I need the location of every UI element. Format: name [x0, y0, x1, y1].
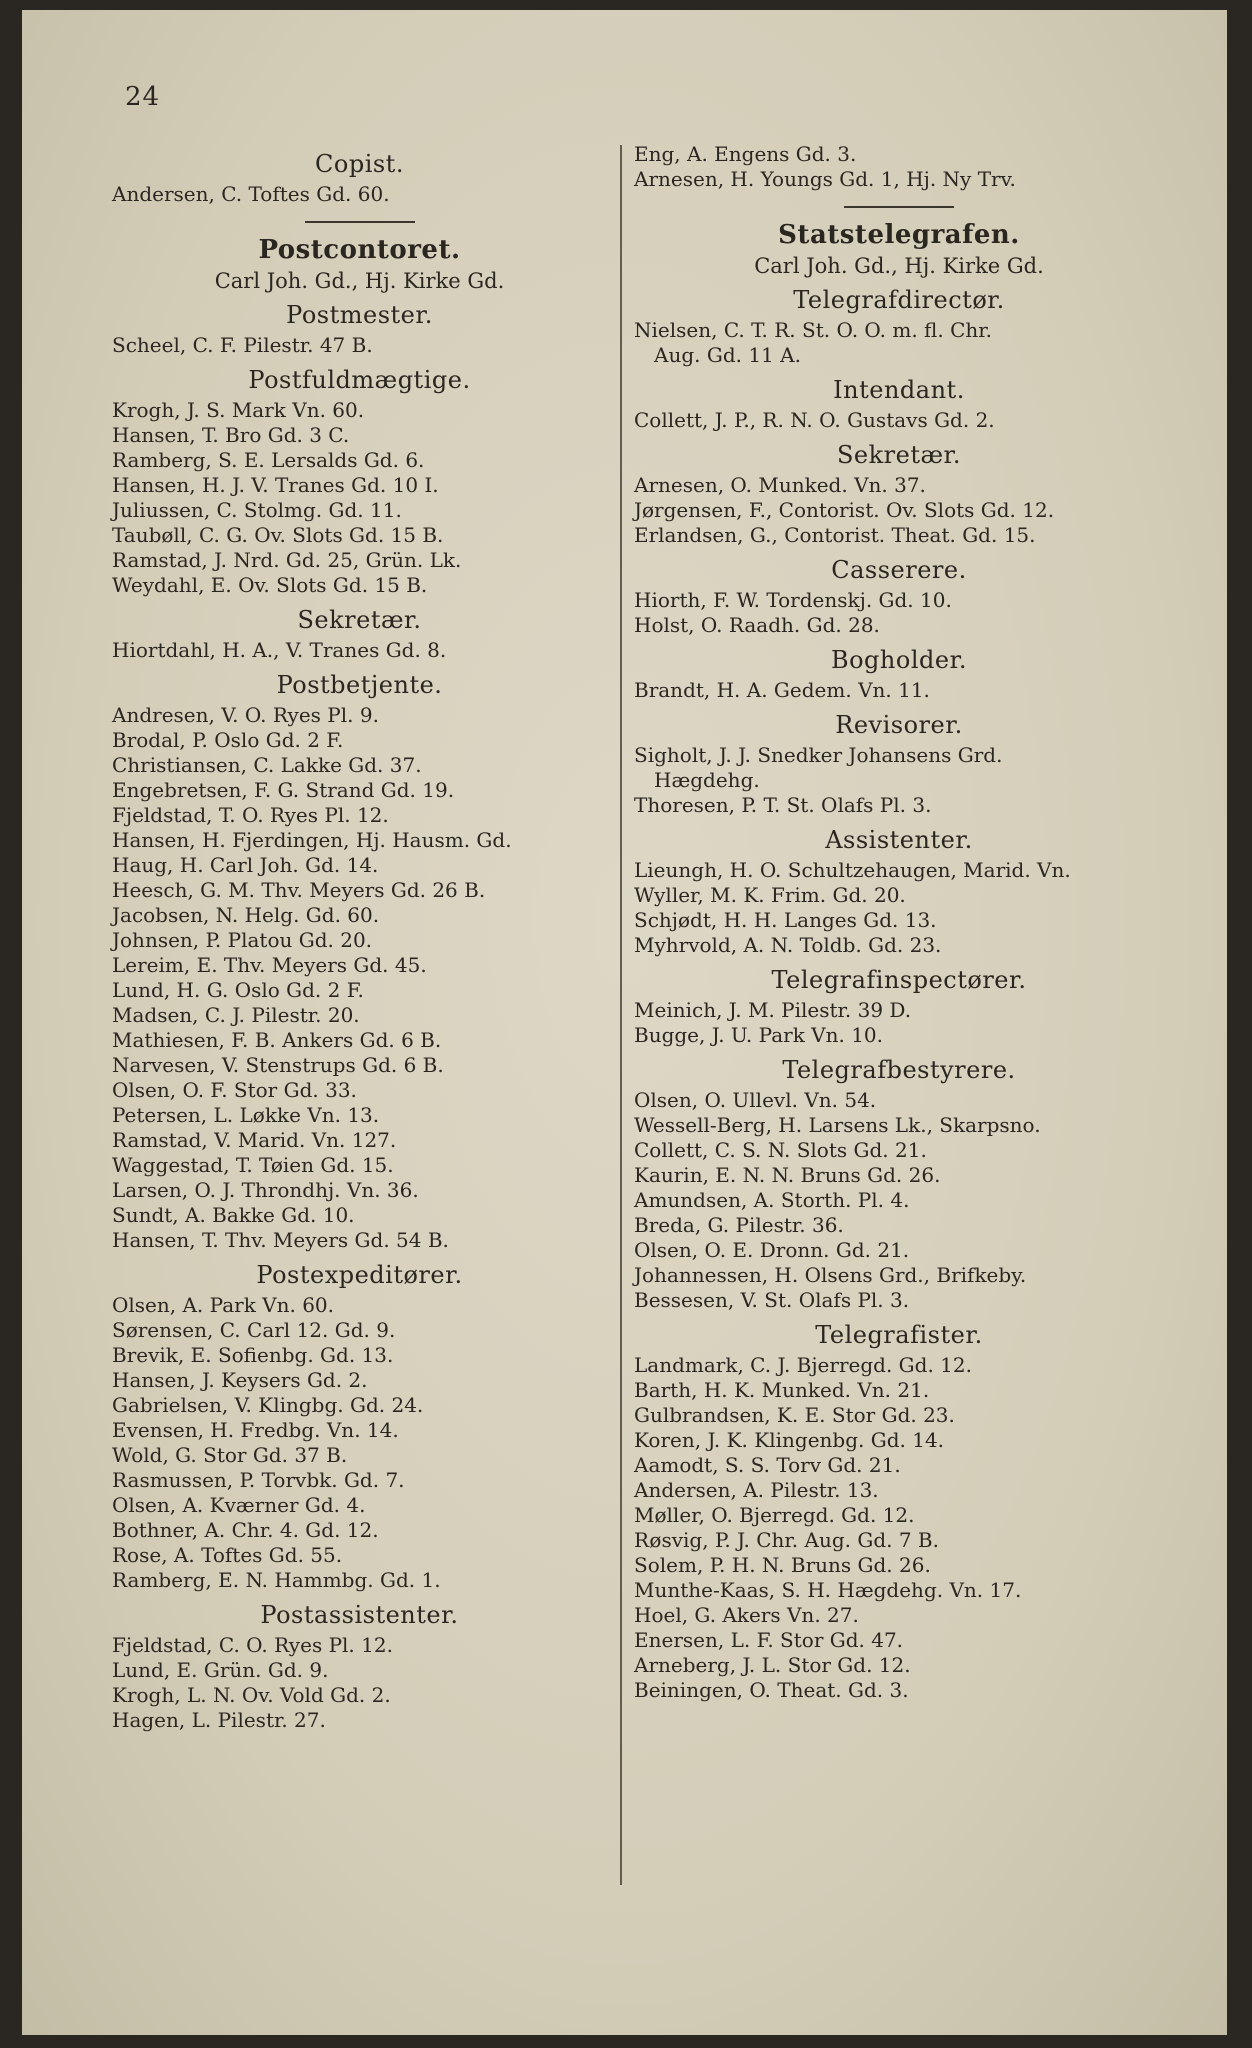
- directory-entry: Engebretsen, F. G. Strand Gd. 19.: [112, 778, 455, 802]
- directory-entry: Sørensen, C. Carl 12. Gd. 9.: [112, 1318, 396, 1342]
- entry-list: [112, 182, 607, 207]
- directory-entry: Mathiesen, F. B. Ankers Gd. 6 B.: [112, 1028, 442, 1052]
- section-heading-telegrafister: Telegrafister.: [815, 1321, 983, 1349]
- directory-entry: Fjeldstad, C. O. Ryes Pl. 12.: [112, 1633, 393, 1657]
- office-address: Carl Joh. Gd., Hj. Kirke Gd.: [214, 269, 505, 293]
- directory-entry: Collett, C. S. N. Slots Gd. 21.: [634, 1138, 927, 1162]
- directory-entry: Kaurin, E. N. N. Bruns Gd. 26.: [634, 1163, 941, 1187]
- directory-entry: Olsen, O. E. Dronn. Gd. 21.: [634, 1238, 910, 1262]
- section-heading-copist: Copist.: [315, 150, 404, 178]
- directory-entry: Barth, H. K. Munked. Vn. 21.: [634, 1378, 930, 1402]
- directory-entry: Amundsen, A. Storth. Pl. 4.: [634, 1188, 910, 1212]
- directory-entry: Hiortdahl, H. A., V. Tranes Gd. 8.: [112, 638, 447, 662]
- entry-list: [634, 408, 1164, 433]
- directory-entry: Johannessen, H. Olsens Grd., Brifkeby.: [634, 1263, 1027, 1287]
- directory-entry: Thoresen, P. T. St. Olafs Pl. 3.: [634, 793, 932, 817]
- directory-entry: Møller, O. Bjerregd. Gd. 12.: [634, 1503, 915, 1527]
- directory-entry: Rasmussen, P. Torvbk. Gd. 7.: [112, 1468, 405, 1492]
- entry-list: [634, 998, 1164, 1048]
- directory-entry: Enersen, L. F. Stor Gd. 47.: [634, 1628, 904, 1652]
- entry-list: [634, 1353, 1164, 1703]
- directory-entry: Aamodt, S. S. Torv Gd. 21.: [634, 1453, 901, 1477]
- directory-entry: Johnsen, P. Platou Gd. 20.: [112, 928, 373, 952]
- directory-entry: Jacobsen, N. Helg. Gd. 60.: [112, 903, 380, 927]
- entry-list: [112, 703, 607, 1253]
- section-heading-telegrafdirectør: Telegrafdirectør.: [793, 286, 1005, 314]
- directory-entry: Evensen, H. Fredbg. Vn. 14.: [112, 1418, 399, 1442]
- entry-list: [634, 588, 1164, 638]
- directory-entry: Lieungh, H. O. Schultzehaugen, Marid. Vn.: [634, 858, 1071, 882]
- section-heading-telegrafbestyrere: Telegrafbestyrere.: [782, 1056, 1016, 1084]
- directory-entry: Scheel, C. F. Pilestr. 47 B.: [112, 333, 373, 357]
- directory-entry: Nielsen, C. T. R. St. O. O. m. fl. Chr.: [634, 318, 992, 342]
- directory-entry: Meinich, J. M. Pilestr. 39 D.: [634, 998, 912, 1022]
- directory-entry: Brandt, H. A. Gedem. Vn. 11.: [634, 678, 930, 702]
- directory-entry: Andersen, C. Toftes Gd. 60.: [112, 182, 390, 206]
- directory-entry: Juliussen, C. Stolmg. Gd. 11.: [112, 498, 402, 522]
- section-divider: [844, 206, 954, 208]
- directory-entry: Heesch, G. M. Thv. Meyers Gd. 26 B.: [112, 878, 486, 902]
- directory-entry: Gulbrandsen, K. E. Stor Gd. 23.: [634, 1403, 955, 1427]
- directory-entry: Brevik, E. Sofienbg. Gd. 13.: [112, 1343, 394, 1367]
- section-heading-revisorer: Revisorer.: [835, 711, 963, 739]
- directory-entry: Myhrvold, A. N. Toldb. Gd. 23.: [634, 933, 942, 957]
- entry-continuation: Hægdehg.: [654, 768, 760, 792]
- entry-list: [634, 318, 1164, 368]
- directory-entry: Sigholt, J. J. Snedker Johansens Grd.: [634, 743, 1003, 767]
- entry-continuation: Aug. Gd. 11 A.: [654, 343, 801, 367]
- section-divider: [305, 221, 415, 223]
- directory-entry: Hansen, T. Bro Gd. 3 C.: [112, 423, 350, 447]
- directory-entry: Taubøll, C. G. Ov. Slots Gd. 15 B.: [112, 523, 444, 547]
- right-column: [634, 142, 1164, 1707]
- directory-entry: Ramstad, J. Nrd. Gd. 25, Grün. Lk.: [112, 548, 462, 572]
- section-heading-statstelegrafen: Statstelegrafen.: [778, 220, 1020, 250]
- directory-entry: Larsen, O. J. Throndhj. Vn. 36.: [112, 1178, 419, 1202]
- directory-entry: Sundt, A. Bakke Gd. 10.: [112, 1203, 355, 1227]
- page-number: 24: [125, 82, 161, 112]
- left-column: [112, 142, 607, 1737]
- directory-entry: Røsvig, P. J. Chr. Aug. Gd. 7 B.: [634, 1528, 939, 1552]
- entry-list: [634, 1088, 1164, 1313]
- section-heading-postassistenter: Postassistenter.: [260, 1601, 459, 1629]
- entry-list: [112, 638, 607, 663]
- directory-entry: Olsen, A. Kværner Gd. 4.: [112, 1493, 366, 1517]
- directory-entry: Arneberg, J. L. Stor Gd. 12.: [634, 1653, 911, 1677]
- entry-list: [634, 142, 1164, 192]
- entry-list: [112, 1293, 607, 1593]
- section-heading-postbetjente: Postbetjente.: [276, 671, 443, 699]
- directory-entry: Jørgensen, F., Contorist. Ov. Slots Gd. 12.: [634, 498, 1055, 522]
- entry-list: [112, 1633, 607, 1733]
- section-heading-postexpeditører: Postexpeditører.: [256, 1261, 463, 1289]
- directory-entry: Arnesen, O. Munked. Vn. 37.: [634, 473, 926, 497]
- directory-entry: Haug, H. Carl Joh. Gd. 14.: [112, 853, 379, 877]
- directory-entry: Hiorth, F. W. Tordenskj. Gd. 10.: [634, 588, 952, 612]
- entry-list: [112, 398, 607, 598]
- section-heading-telegrafinspectører: Telegrafinspectører.: [771, 966, 1027, 994]
- directory-entry: Olsen, A. Park Vn. 60.: [112, 1293, 335, 1317]
- section-heading-postmester: Postmester.: [286, 301, 433, 329]
- directory-entry: Hagen, L. Pilestr. 27.: [112, 1708, 326, 1732]
- section-heading-postfuldmægtige: Postfuldmægtige.: [248, 366, 471, 394]
- directory-entry: Lund, E. Grün. Gd. 9.: [112, 1658, 329, 1682]
- section-heading-sekretær: Sekretær.: [297, 606, 422, 634]
- directory-entry: Krogh, L. N. Ov. Vold Gd. 2.: [112, 1683, 391, 1707]
- directory-entry: Waggestad, T. Tøien Gd. 15.: [112, 1153, 394, 1177]
- directory-entry: Lund, H. G. Oslo Gd. 2 F.: [112, 978, 364, 1002]
- directory-entry: Bothner, A. Chr. 4. Gd. 12.: [112, 1518, 379, 1542]
- directory-entry: Hansen, H. J. V. Tranes Gd. 10 I.: [112, 473, 439, 497]
- directory-entry: Arnesen, H. Youngs Gd. 1, Hj. Ny Trv.: [634, 167, 1016, 191]
- entry-list: [634, 678, 1164, 703]
- directory-entry: Holst, O. Raadh. Gd. 28.: [634, 613, 880, 637]
- directory-entry: Olsen, O. F. Stor Gd. 33.: [112, 1078, 357, 1102]
- directory-entry: Koren, J. K. Klingenbg. Gd. 14.: [634, 1428, 945, 1452]
- directory-entry: Landmark, C. J. Bjerregd. Gd. 12.: [634, 1353, 972, 1377]
- directory-entry: Madsen, C. J. Pilestr. 20.: [112, 1003, 360, 1027]
- directory-entry: Hoel, G. Akers Vn. 27.: [634, 1603, 859, 1627]
- directory-entry: Petersen, L. Løkke Vn. 13.: [112, 1103, 380, 1127]
- entry-list: [112, 333, 607, 358]
- directory-entry: Wold, G. Stor Gd. 37 B.: [112, 1443, 348, 1467]
- entry-list: [634, 858, 1164, 958]
- directory-entry: Beiningen, O. Theat. Gd. 3.: [634, 1678, 909, 1702]
- section-heading-intendant: Intendant.: [833, 376, 965, 404]
- directory-entry: Brodal, P. Oslo Gd. 2 F.: [112, 728, 344, 752]
- section-heading-assistenter: Assistenter.: [825, 826, 973, 854]
- directory-entry: Andresen, V. O. Ryes Pl. 9.: [112, 703, 379, 727]
- directory-entry: Ramstad, V. Marid. Vn. 127.: [112, 1128, 397, 1152]
- entry-list: [634, 743, 1164, 818]
- directory-entry: Narvesen, V. Stenstrups Gd. 6 B.: [112, 1053, 444, 1077]
- directory-entry: Solem, P. H. N. Bruns Gd. 26.: [634, 1553, 931, 1577]
- directory-entry: Hansen, H. Fjerdingen, Hj. Hausm. Gd.: [112, 828, 512, 852]
- directory-entry: Gabrielsen, V. Klingbg. Gd. 24.: [112, 1393, 424, 1417]
- directory-entry: Collett, J. P., R. N. O. Gustavs Gd. 2.: [634, 408, 995, 432]
- directory-entry: Breda, G. Pilestr. 36.: [634, 1213, 844, 1237]
- directory-entry: Christiansen, C. Lakke Gd. 37.: [112, 753, 422, 777]
- section-heading-sekretær: Sekretær.: [836, 441, 962, 469]
- directory-entry: Wessell-Berg, H. Larsens Lk., Skarpsno.: [634, 1113, 1041, 1137]
- directory-entry: Olsen, O. Ullevl. Vn. 54.: [634, 1088, 877, 1112]
- directory-entry: Ramberg, E. N. Hammbg. Gd. 1.: [112, 1568, 441, 1592]
- directory-entry: Hansen, T. Thv. Meyers Gd. 54 B.: [112, 1228, 449, 1252]
- directory-entry: Weydahl, E. Ov. Slots Gd. 15 B.: [112, 573, 428, 597]
- directory-entry: Ramberg, S. E. Lersalds Gd. 6.: [112, 448, 425, 472]
- directory-entry: Bessesen, V. St. Olafs Pl. 3.: [634, 1288, 910, 1312]
- directory-entry: Hansen, J. Keysers Gd. 2.: [112, 1368, 368, 1392]
- directory-entry: Lereim, E. Thv. Meyers Gd. 45.: [112, 953, 427, 977]
- directory-entry: Erlandsen, G., Contorist. Theat. Gd. 15.: [634, 523, 1036, 547]
- office-address: Carl Joh. Gd., Hj. Kirke Gd.: [754, 254, 1044, 278]
- directory-entry: Rose, A. Toftes Gd. 55.: [112, 1543, 343, 1567]
- directory-entry: Schjødt, H. H. Langes Gd. 13.: [634, 908, 937, 932]
- directory-entry: Bugge, J. U. Park Vn. 10.: [634, 1023, 884, 1047]
- directory-page: [22, 10, 1227, 2035]
- directory-entry: Krogh, J. S. Mark Vn. 60.: [112, 398, 365, 422]
- column-divider: [620, 145, 622, 1885]
- directory-entry: Eng, A. Engens Gd. 3.: [634, 142, 857, 166]
- section-heading-bogholder: Bogholder.: [830, 646, 968, 674]
- directory-entry: Wyller, M. K. Frim. Gd. 20.: [634, 883, 906, 907]
- directory-entry: Andersen, A. Pilestr. 13.: [634, 1478, 879, 1502]
- section-heading-casserere: Casserere.: [831, 556, 967, 584]
- section-heading-postcontoret: Postcontoret.: [258, 235, 461, 265]
- directory-entry: Munthe-Kaas, S. H. Hægdehg. Vn. 17.: [634, 1578, 1022, 1602]
- directory-entry: Fjeldstad, T. O. Ryes Pl. 12.: [112, 803, 389, 827]
- entry-list: [634, 473, 1164, 548]
